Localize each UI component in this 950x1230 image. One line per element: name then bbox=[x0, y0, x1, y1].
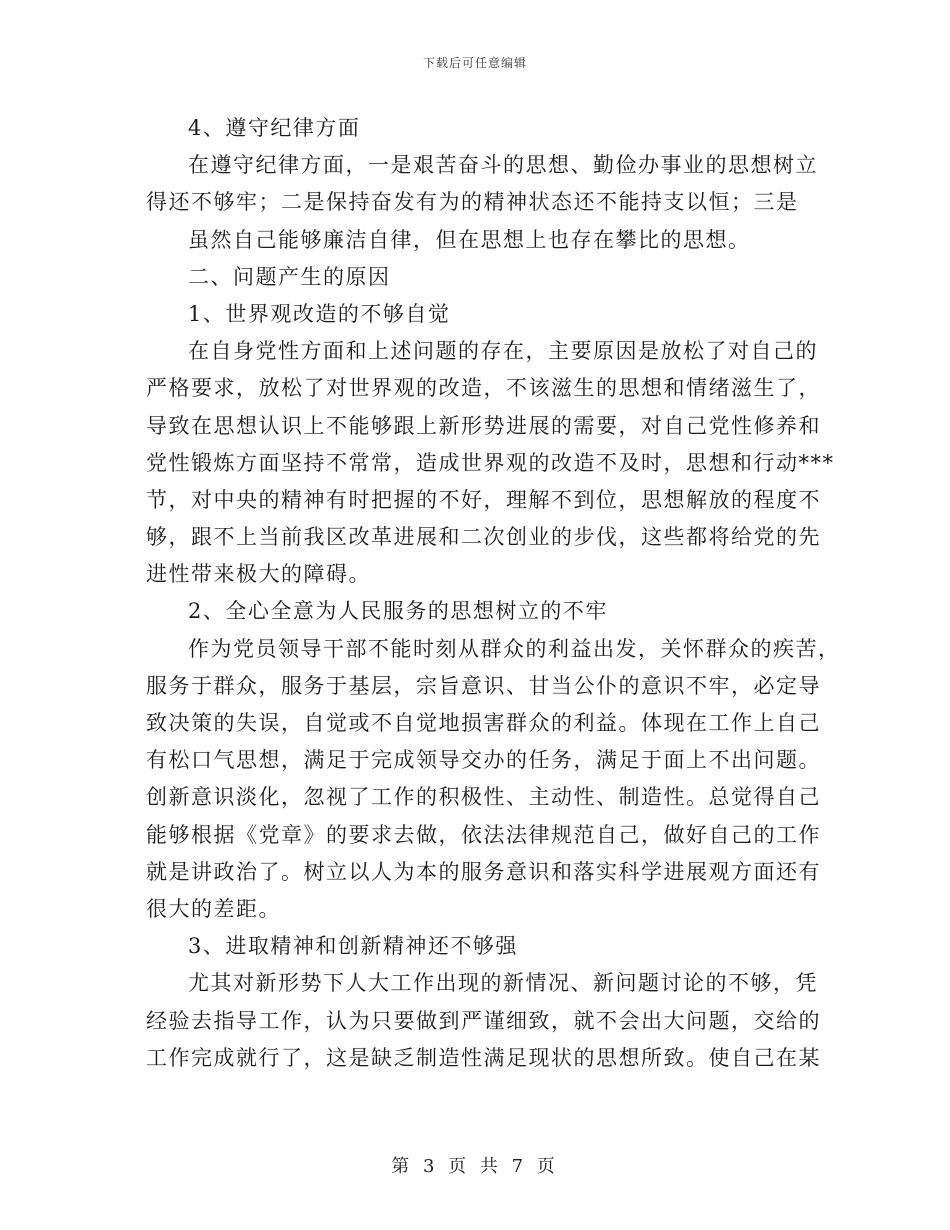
text-line: 4、遵守纪律方面 bbox=[188, 116, 361, 140]
text-line: 尤其对新形势下人大工作出现的新情况、新问题讨论的不够，凭 bbox=[188, 971, 818, 996]
text-line: 就是讲政治了。树立以人为本的服务意识和落实科学进展观方面还有 bbox=[146, 859, 821, 884]
text-line: 能够根据《党章》的要求去做，依法法律规范自己，做好自己的工作 bbox=[146, 822, 821, 847]
text-line: 作为党员领导干部不能时刻从群众的利益出发，关怀群众的疾苦， bbox=[188, 636, 841, 661]
text-line: 够，跟不上当前我区改革进展和二次创业的步伐，这些都将给党的先 bbox=[146, 525, 821, 550]
text-line: 在自身党性方面和上述问题的存在，主要原因是放松了对自己的 bbox=[188, 339, 818, 364]
text-line: 导致在思想认识上不能够跟上新形势进展的需要，对自己党性修养和 bbox=[146, 413, 821, 438]
text-line: 致决策的失误，自觉或不自觉地损害群众的利益。体现在工作上自己 bbox=[146, 711, 821, 735]
text-line: 服务于群众，服务于基层，宗旨意识、甘当公仆的意识不牢，必定导 bbox=[146, 673, 821, 698]
text-line: 很大的差距。 bbox=[146, 896, 281, 921]
text-line: 3、进取精神和创新精神还不够强 bbox=[188, 934, 518, 959]
text-line: 在遵守纪律方面，一是艰苦奋斗的思想、勤俭办事业的思想树立 bbox=[188, 153, 818, 178]
text-line: 工作完成就行了，这是缺乏制造性满足现状的思想所致。使自己在某 bbox=[146, 1045, 821, 1070]
text-line: 节，对中央的精神有时把握的不好，理解不到位，思想解放的程度不 bbox=[146, 487, 821, 512]
text-line: 创新意识淡化，忽视了工作的积极性、主动性、制造性。总觉得自己 bbox=[146, 785, 821, 810]
text-line: 1、世界观改造的不够自觉 bbox=[188, 301, 451, 326]
text-line: 经验去指导工作，认为只要做到严谨细致，就不会出大问题，交给的 bbox=[146, 1008, 821, 1033]
page-header: 下载后可任意编辑 bbox=[422, 56, 527, 70]
text-line: 进性带来极大的障碍。 bbox=[146, 562, 371, 587]
text-line: 二、问题产生的原因 bbox=[188, 264, 391, 289]
text-line: 2、全心全意为人民服务的思想树立的不牢 bbox=[188, 599, 608, 624]
document-body bbox=[146, 110, 841, 1077]
text-line: 严格要求，放松了对世界观的改造，不该滋生的思想和情绪滋生了， bbox=[146, 376, 821, 401]
text-line: 得还不够牢；二是保持奋发有为的精神状态还不能持支以恒；三是 bbox=[146, 190, 799, 215]
text-line: 虽然自己能够廉洁自律，但在思想上也存在攀比的思想。 bbox=[188, 227, 751, 252]
page-number: 第 3 页 共 7 页 bbox=[391, 1156, 559, 1177]
text-line: 有松口气思想，满足于完成领导交办的任务，满足于面上不出问题。 bbox=[146, 748, 821, 773]
text-line: 党性锻炼方面坚持不常常，造成世界观的改造不及时，思想和行动*** bbox=[146, 450, 835, 475]
